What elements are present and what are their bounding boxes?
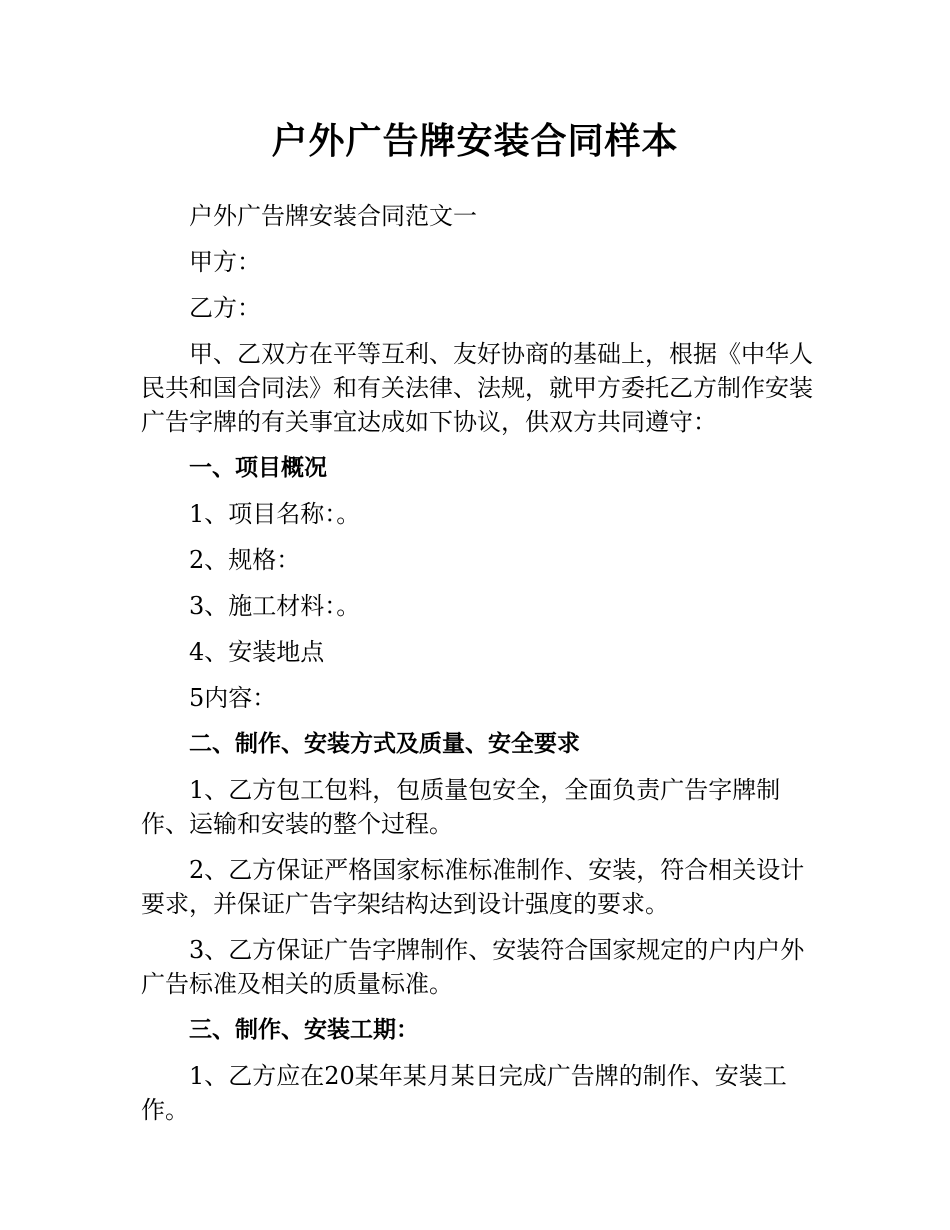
paragraph-item: 2、规格： <box>189 546 301 574</box>
paragraph-item: 1、乙方应在20某年某月某日完成广告牌的制作、安装工作。 <box>141 1062 787 1124</box>
paragraph-party-b: 乙方： <box>189 294 261 322</box>
section-heading-2: 二、制作、安装方式及质量、安全要求 <box>189 731 580 757</box>
paragraph-party-a: 甲方： <box>189 248 261 276</box>
paragraph-item: 4、安装地点 <box>189 638 325 666</box>
section-heading-1: 一、项目概况 <box>189 455 327 481</box>
paragraph-item: 1、项目名称：。 <box>189 500 361 528</box>
document-title: 户外广告牌安装合同样本 <box>271 121 679 162</box>
paragraph-item: 2、乙方保证严格国家标准标准制作、安装，符合相关设计要求，并保证广告字架结构达到设计强度的要求。 <box>141 856 805 918</box>
section-heading-3: 三、制作、安装工期： <box>189 1017 419 1043</box>
paragraph-item: 3、乙方保证广告字牌制作、安装符合国家规定的户内户外广告标准及相关的质量标准。 <box>141 936 805 998</box>
paragraph-item: 1、乙方包工包料，包质量包安全，全面负责广告字牌制作、运输和安装的整个过程。 <box>141 776 781 838</box>
paragraph-subtitle: 户外广告牌安装合同范文一 <box>189 202 477 230</box>
paragraph-preamble: 甲、乙双方在平等互利、友好协商的基础上，根据《中华人民共和国合同法》和有关法律、法规，就甲方委托乙方制作安装广告字牌的有关事宜达成如下协议，供双方共同遵守： <box>141 340 813 436</box>
document-body <box>141 199 813 1139</box>
paragraph-item: 3、施工材料：。 <box>189 592 361 620</box>
paragraph-item: 5内容： <box>189 684 277 712</box>
